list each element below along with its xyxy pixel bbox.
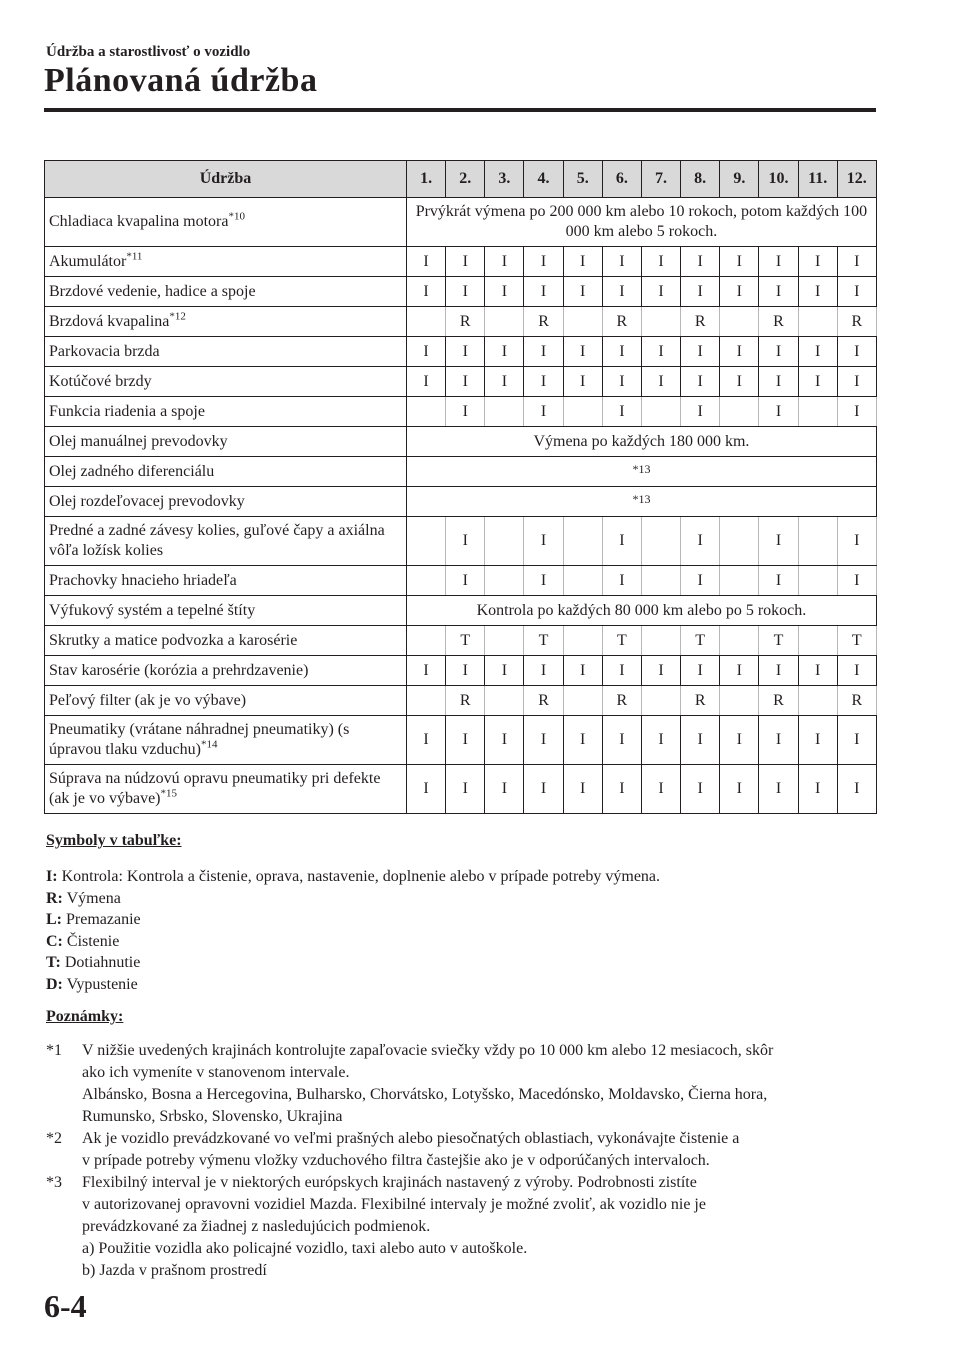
interval-span-cell: Prvýkrát výmena po 200 000 km alebo 10 rokoch, potom každých 100 000 km alebo 5 rokoch. [407,198,877,247]
interval-cell: I [798,716,837,765]
interval-cell: I [837,397,876,427]
interval-cell: R [446,307,485,337]
maintenance-item: Brzdová kvapalina$^{*12}$ [45,307,407,337]
interval-cell [641,397,680,427]
interval-cell: I [446,397,485,427]
interval-cell: I [759,566,798,596]
interval-cell: T [524,626,563,656]
interval-cell: I [759,367,798,397]
interval-cell: I [446,517,485,566]
interval-cell: I [641,337,680,367]
interval-cell: I [602,247,641,277]
interval-cell: I [446,566,485,596]
interval-cell [563,686,602,716]
interval-cell [720,307,759,337]
interval-cell: I [524,367,563,397]
table-row [45,337,877,367]
interval-cell [798,517,837,566]
footnote: *3 Flexibilný interval je v niektorých európskych krajinách nastavený z výroby. Podrobnosti zistíte v autorizovanej opravovni vozidiel Mazda. Flexibilné intervaly je možné zvoliť, ak vozidlo nie je prevádzkované za žiadnej z nasledujúcich podmienok. a) Použitie vozidla ako policajné vozidlo, taxi alebo auto v autoškole. b) Jazda v prašnom prostredí [46,1172,866,1282]
table-row [45,198,877,247]
footnote-ref: *11 [126,250,143,263]
interval-cell: I [681,765,720,814]
interval-cell: I [798,765,837,814]
interval-cell: I [837,716,876,765]
footnote-ref: *10 [228,210,245,223]
table-row [45,427,877,457]
interval-cell: I [563,765,602,814]
symbol-legend-item: T: Dotiahnutie [46,954,141,972]
interval-cell [485,397,524,427]
interval-cell: R [759,307,798,337]
interval-span-cell: *13 [407,487,877,517]
interval-cell [407,307,446,337]
footnote-ref: *14 [200,738,218,751]
interval-cell: I [407,247,446,277]
interval-cell: I [681,716,720,765]
interval-cell [485,307,524,337]
interval-cell [563,397,602,427]
col-header-maintenance: Údržba [45,161,407,198]
interval-cell [798,397,837,427]
interval-cell: I [446,367,485,397]
maintenance-item: Olej rozdeľovacej prevodovky [45,487,407,517]
table-row [45,397,877,427]
interval-cell [407,397,446,427]
table-row [45,656,877,686]
footnote-line: Albánsko, Bosna a Hercegovina, Bulharsko, Chorvátsko, Lotyšsko, Macedónsko, Moldavsko, Čierna hora, [82,1086,768,1103]
interval-cell [563,307,602,337]
maintenance-item: Súprava na núdzovú opravu pneumatiky pri defekte (ak je vo výbave)$^{*15}$ [45,765,407,814]
interval-cell: I [798,367,837,397]
interval-cell: I [602,337,641,367]
interval-cell: I [837,247,876,277]
table-row [45,307,877,337]
interval-cell: I [759,337,798,367]
maintenance-item: Pneumatiky (vrátane náhradnej pneumatiky) (s úpravou tlaku vzduchu)$^{*14}$ [45,716,407,765]
interval-cell [641,686,680,716]
interval-cell: I [641,765,680,814]
interval-cell [641,626,680,656]
interval-cell [798,686,837,716]
interval-cell: I [759,397,798,427]
interval-cell: I [407,367,446,397]
interval-cell [720,626,759,656]
interval-cell: R [681,307,720,337]
interval-cell [720,517,759,566]
interval-cell: I [798,277,837,307]
interval-cell: I [524,566,563,596]
interval-cell: I [798,247,837,277]
maintenance-item: Funkcia riadenia a spoje [45,397,407,427]
interval-cell: R [446,686,485,716]
interval-cell: I [602,765,641,814]
footnote-line: prevádzkované za žiadnej z nasledujúcich podmienok. [82,1218,431,1235]
interval-cell: I [837,367,876,397]
table-row [45,517,877,566]
interval-cell: I [837,765,876,814]
maintenance-item: Kotúčové brzdy [45,367,407,397]
interval-cell: I [759,656,798,686]
interval-cell: I [720,765,759,814]
interval-cell: I [759,247,798,277]
maintenance-item: Olej manuálnej prevodovky [45,427,407,457]
interval-cell [407,517,446,566]
footnote-line: Flexibilný interval je v niektorých európskych krajinách nastavený z výroby. Podrobnosti zistíte [82,1174,697,1191]
maintenance-item: Prachovky hnacieho hriadeľa [45,566,407,596]
interval-cell [485,517,524,566]
footnote: *2 Ak je vozidlo prevádzkované vo veľmi prašných alebo piesočnatých oblastiach, vykonávajte čistenie a v prípade potreby výmenu vložky vzduchového filtra častejšie ako je v odporúčaných intervaloch. [46,1128,866,1172]
interval-cell: I [602,367,641,397]
interval-cell [720,397,759,427]
maintenance-item: Výfukový systém a tepelné štíty [45,596,407,626]
interval-cell: I [407,716,446,765]
interval-cell: I [563,337,602,367]
interval-cell: I [720,656,759,686]
interval-cell: R [602,307,641,337]
interval-cell: I [720,716,759,765]
interval-cell [485,626,524,656]
interval-cell: R [837,307,876,337]
interval-cell [641,566,680,596]
symbols-heading: Symboly v tabuľke: [46,832,182,849]
footnote-line: Rumunsko, Srbsko, Slovensko, Ukrajina [82,1108,343,1125]
table-row [45,686,877,716]
interval-cell: I [485,247,524,277]
col-header-interval: 1. [407,161,446,198]
interval-cell: I [681,656,720,686]
interval-span-cell: Kontrola po každých 80 000 km alebo po 5 rokoch. [407,596,877,626]
interval-cell: I [407,277,446,307]
interval-cell: I [485,367,524,397]
interval-cell: R [602,686,641,716]
interval-cell [720,566,759,596]
interval-cell: I [563,247,602,277]
symbol-legend-item: L: Premazanie [46,911,141,929]
interval-cell: R [837,686,876,716]
maintenance-item: Parkovacia brzda [45,337,407,367]
interval-cell: I [641,247,680,277]
interval-cell: I [407,765,446,814]
interval-cell: R [524,686,563,716]
interval-cell: I [485,716,524,765]
interval-cell: I [720,247,759,277]
interval-cell: I [563,656,602,686]
interval-cell [563,626,602,656]
table-row [45,367,877,397]
table-row [45,626,877,656]
interval-cell: I [446,765,485,814]
interval-cell [407,626,446,656]
maintenance-table [44,160,877,814]
col-header-interval: 4. [524,161,563,198]
table-header-row [45,161,877,198]
table-row [45,247,877,277]
interval-cell: T [681,626,720,656]
table-row [45,566,877,596]
interval-cell: I [446,337,485,367]
interval-cell: T [602,626,641,656]
interval-cell: I [759,765,798,814]
interval-cell [798,307,837,337]
maintenance-item: Olej zadného diferenciálu [45,457,407,487]
interval-span-cell: Výmena po každých 180 000 km. [407,427,877,457]
interval-cell: I [524,765,563,814]
interval-cell [563,517,602,566]
interval-cell: I [524,716,563,765]
interval-cell: I [837,277,876,307]
interval-cell: I [759,517,798,566]
interval-cell: I [602,517,641,566]
interval-cell: I [602,656,641,686]
interval-cell: I [681,277,720,307]
footnote-line: ako ich vymeníte v stanovenom intervale. [82,1064,350,1081]
col-header-interval: 6. [602,161,641,198]
interval-cell: I [602,397,641,427]
maintenance-item: Skrutky a matice podvozka a karosérie [45,626,407,656]
symbol-legend-item: R: Výmena [46,889,121,907]
interval-cell: I [837,337,876,367]
interval-cell: I [446,247,485,277]
interval-cell: I [524,247,563,277]
table-row [45,765,877,814]
page-title: Plánovaná údržba [44,62,318,99]
interval-cell: I [681,397,720,427]
maintenance-item: Predné a zadné závesy kolies, guľové čapy a axiálna vôľa ložísk kolies [45,517,407,566]
interval-cell: I [524,277,563,307]
interval-cell: I [681,247,720,277]
col-header-interval: 12. [837,161,876,198]
interval-cell: I [485,277,524,307]
interval-cell: I [524,517,563,566]
interval-cell: I [446,656,485,686]
col-header-interval: 11. [798,161,837,198]
footnote-line: a) Použitie vozidla ako policajné vozidlo, taxi alebo auto v autoškole. [82,1240,528,1257]
symbol-legend-item: C: Čistenie [46,932,120,950]
interval-cell: I [759,277,798,307]
col-header-interval: 10. [759,161,798,198]
col-header-interval: 2. [446,161,485,198]
maintenance-item: Stav karosérie (korózia a prehrdzavenie) [45,656,407,686]
interval-cell: I [446,277,485,307]
interval-cell: I [563,367,602,397]
table-row [45,277,877,307]
footnote-line: v prípade potreby výmenu vložky vzduchového filtra častejšie ako je v odporúčaných intervaloch. [82,1152,710,1169]
interval-cell: I [720,277,759,307]
interval-cell [798,566,837,596]
interval-cell: I [641,716,680,765]
section-header: Údržba a starostlivosť o vozidlo [46,44,251,60]
footnote: *1 V nižšie uvedených krajinách kontrolujte zapaľovacie sviečky vždy po 10 000 km alebo 12 mesiacoch, skôr ako ich vymeníte v stanovenom intervale. Albánsko, Bosna a Hercegovina, Bulharsko, Chorvátsko, Lotyšsko, Macedónsko, Moldavsko, Čierna hora, Rumunsko, Srbsko, Slovensko, Ukrajina [46,1040,866,1128]
interval-cell: I [407,337,446,367]
interval-cell: I [798,656,837,686]
interval-cell: I [641,277,680,307]
interval-cell: I [485,337,524,367]
interval-cell: I [563,716,602,765]
col-header-interval: 3. [485,161,524,198]
footnote-line: v autorizovanej opravovni vozidiel Mazda. Flexibilné intervaly je možné zvoliť, ak vozidlo nie je [82,1196,706,1213]
col-header-interval: 8. [681,161,720,198]
interval-cell: I [837,566,876,596]
interval-cell: R [759,686,798,716]
interval-cell: R [681,686,720,716]
interval-cell: I [563,277,602,307]
notes-heading: Poznámky: [46,1008,124,1025]
interval-cell: I [602,566,641,596]
footnote-ref: *15 [160,787,178,800]
interval-cell: I [681,337,720,367]
interval-cell: T [759,626,798,656]
interval-cell: I [681,517,720,566]
interval-cell: I [407,656,446,686]
interval-cell: I [524,337,563,367]
interval-cell: I [641,656,680,686]
col-header-interval: 5. [563,161,602,198]
maintenance-item: Brzdové vedenie, hadice a spoje [45,277,407,307]
interval-cell: I [446,716,485,765]
interval-cell [407,566,446,596]
interval-cell: T [837,626,876,656]
maintenance-item: Akumulátor$^{*11}$ [45,247,407,277]
footnote-line: Ak je vozidlo prevádzkované vo veľmi prašných alebo piesočnatých oblastiach, vykonávajte čistenie a [82,1130,740,1147]
interval-cell: I [759,716,798,765]
symbol-legend-item: I: Kontrola: Kontrola a čistenie, oprava, nastavenie, doplnenie alebo v prípade potreby výmena. [46,868,661,885]
interval-cell [563,566,602,596]
interval-cell: I [641,367,680,397]
interval-cell [485,566,524,596]
interval-cell: I [524,397,563,427]
maintenance-item: Peľový filter (ak je vo výbave) [45,686,407,716]
interval-cell: I [681,367,720,397]
interval-cell [485,686,524,716]
interval-cell: I [681,566,720,596]
interval-cell: I [602,277,641,307]
interval-cell: I [720,337,759,367]
interval-cell: I [524,656,563,686]
interval-cell: I [485,765,524,814]
symbol-legend-item: D: Vypustenie [46,976,138,993]
interval-span-cell: *13 [407,457,877,487]
interval-cell: R [524,307,563,337]
footnote-line: V nižšie uvedených krajinách kontrolujte zapaľovacie sviečky vždy po 10 000 km alebo 12 mesiacoch, skôr [82,1042,774,1059]
interval-cell [720,686,759,716]
page-number: 6-4 [44,1288,87,1324]
interval-cell: I [485,656,524,686]
maintenance-item: Chladiaca kvapalina motora$^{*10}$ [45,198,407,247]
footnote-line: b) Jazda v prašnom prostredí [82,1262,267,1279]
footnote-ref: *12 [169,310,186,323]
interval-cell [407,686,446,716]
interval-cell: I [837,656,876,686]
interval-cell: I [602,716,641,765]
col-header-interval: 7. [641,161,680,198]
interval-cell [798,626,837,656]
title-rule [44,108,876,112]
interval-cell [641,307,680,337]
interval-cell: I [837,517,876,566]
interval-cell [641,517,680,566]
interval-cell: T [446,626,485,656]
table-row [45,457,877,487]
table-row [45,487,877,517]
interval-cell: I [720,367,759,397]
col-header-interval: 9. [720,161,759,198]
interval-cell: I [798,337,837,367]
table-row [45,596,877,626]
table-row [45,716,877,765]
